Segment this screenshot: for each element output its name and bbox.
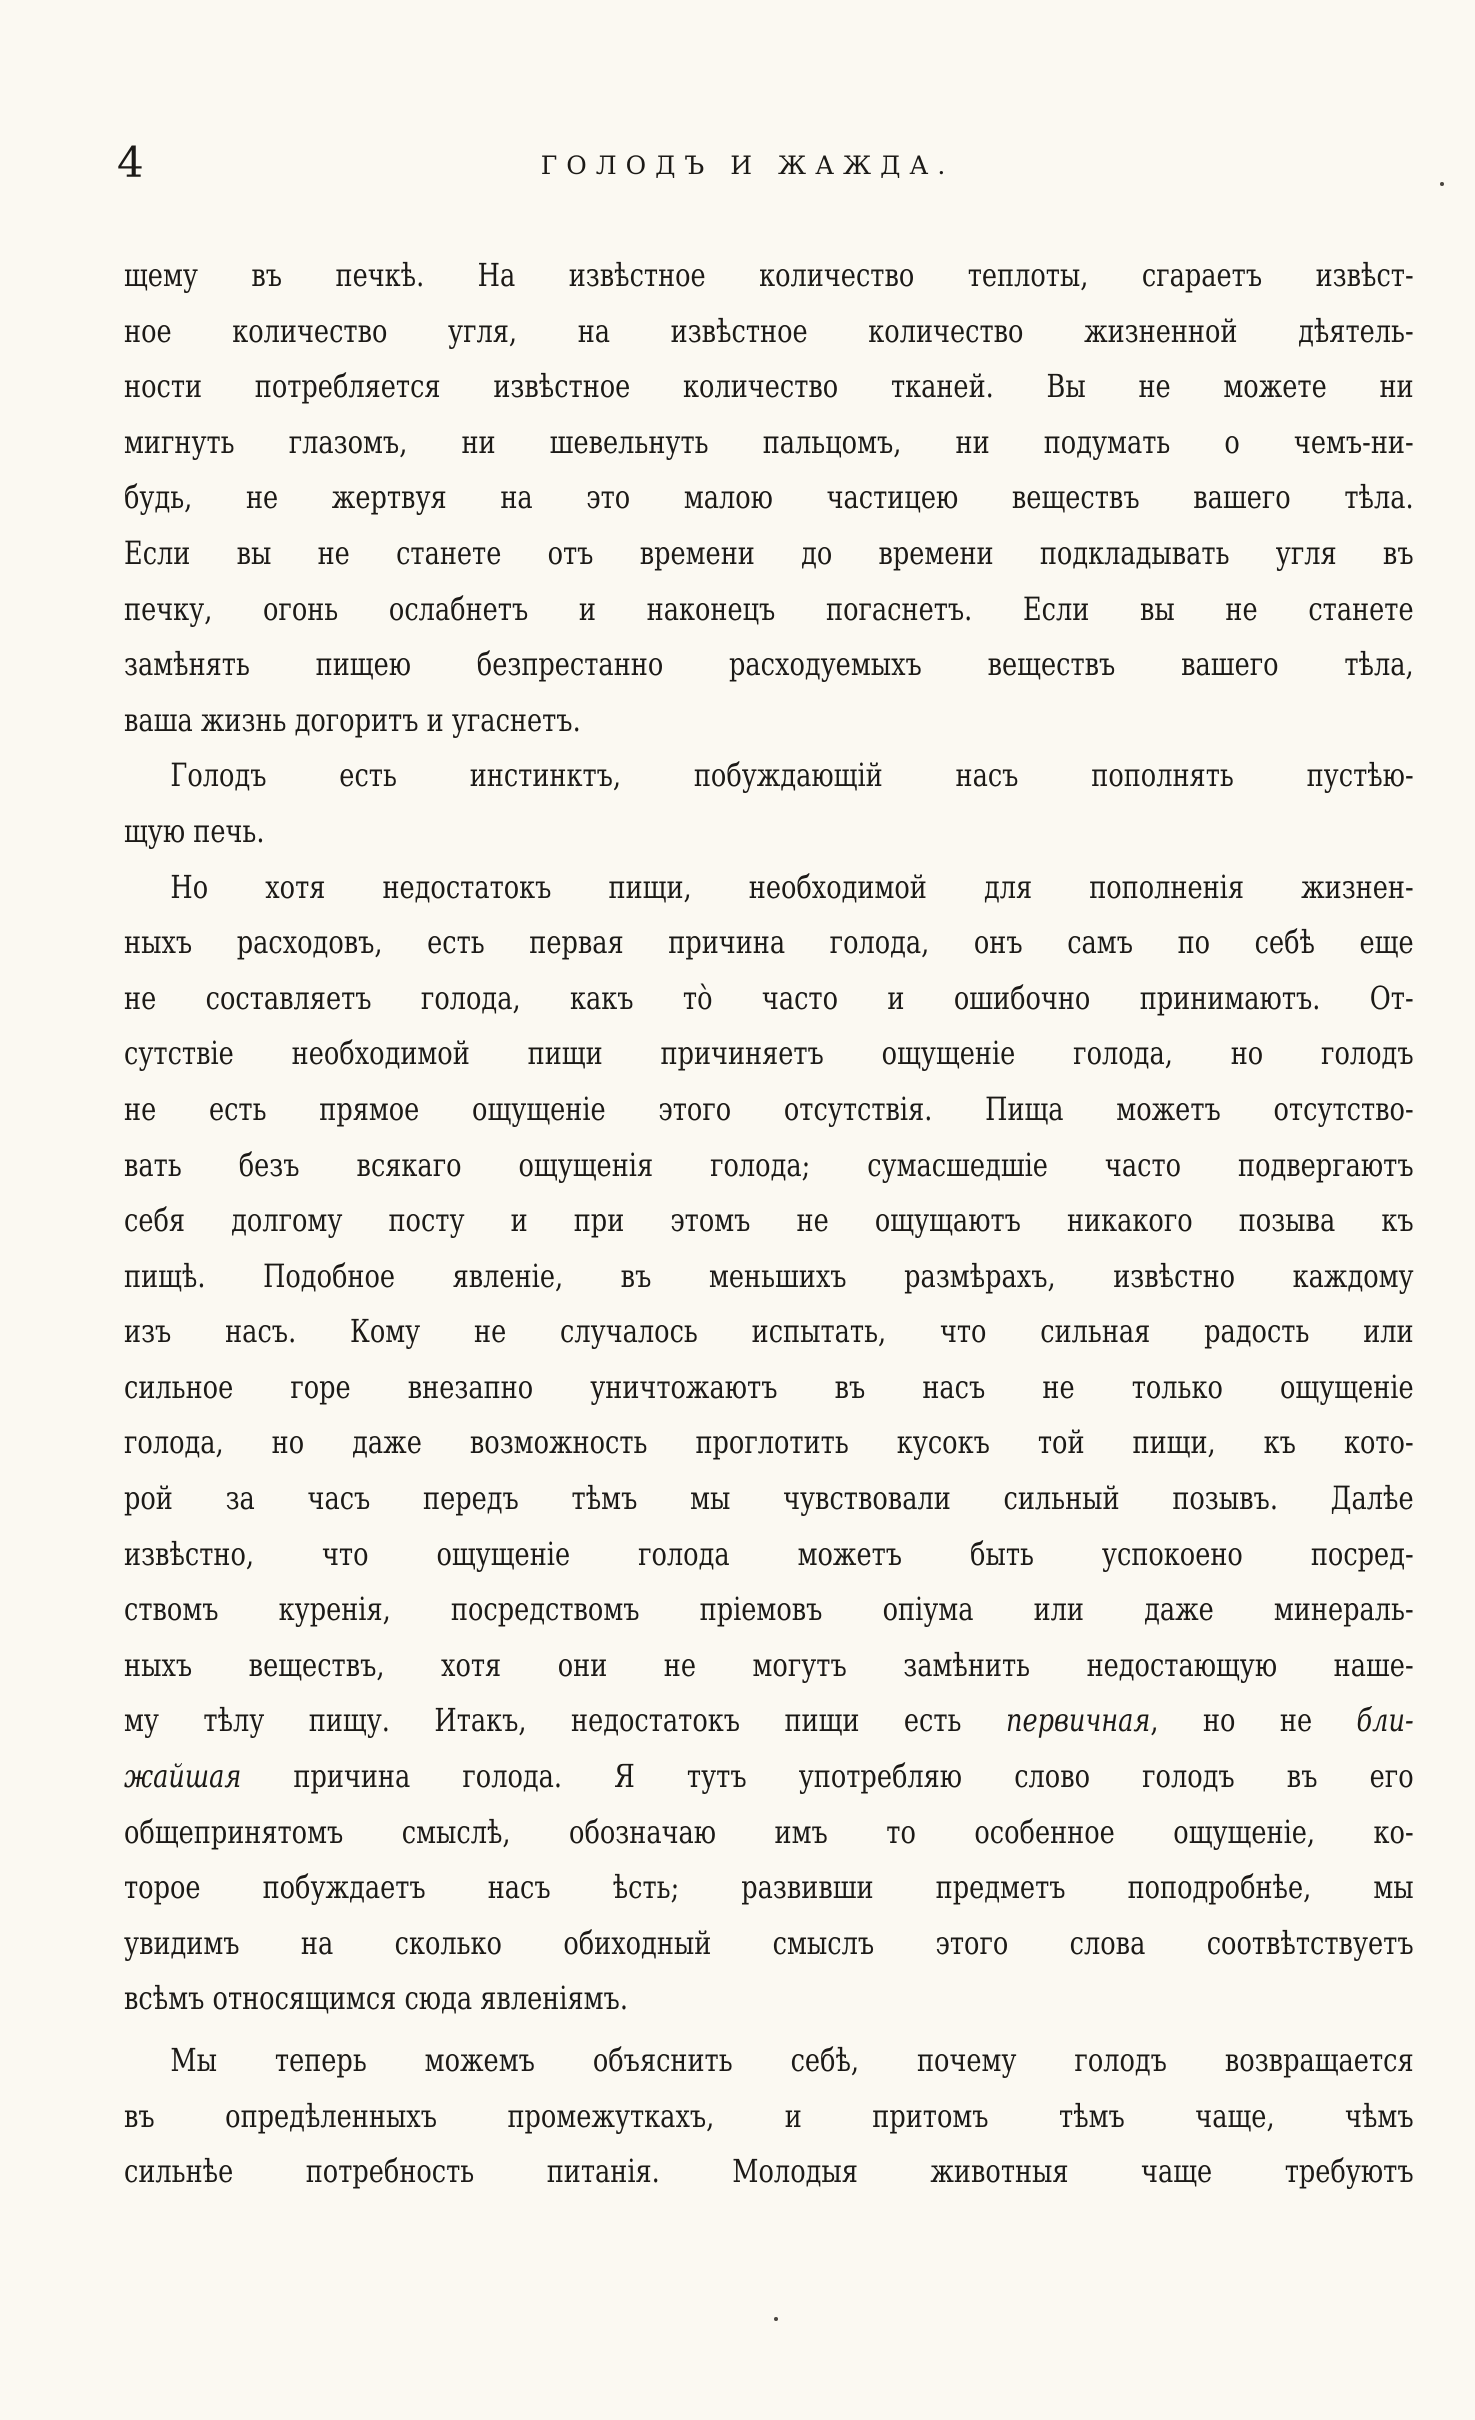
text-line: ное количество угля, на извѣстное количество жизненной дѣятель- bbox=[124, 311, 1414, 350]
text-line: сильное горе внезапно уничтожаютъ въ насъ не только ощущеніе bbox=[124, 1367, 1414, 1406]
text-line: пищѣ. Подобное явленіе, въ меньшихъ размѣрахъ, извѣстно каждому bbox=[124, 1256, 1414, 1295]
text-line: щую печь. bbox=[124, 811, 265, 850]
text-line: общепринятомъ смыслѣ, обозначаю имъ то особенное ощущеніе, ко- bbox=[124, 1812, 1414, 1851]
text-line: Голодъ есть инстинктъ, побуждающій насъ пополнять пустѣю- bbox=[170, 756, 1414, 795]
text-line: ныхъ веществъ, хотя они не могутъ замѣнить недостающую наше- bbox=[124, 1645, 1414, 1684]
text-line: всѣмъ относящимся сюда явленіямъ. bbox=[124, 1979, 628, 2018]
text-line: въ опредѣленныхъ промежуткахъ, и притомъ тѣмъ чаще, чѣмъ bbox=[124, 2096, 1414, 2135]
text-line: рой за часъ передъ тѣмъ мы чувствовали сильный позывъ. Далѣе bbox=[124, 1479, 1414, 1518]
text-line: Если вы не станете отъ времени до времени подкладывать угля въ bbox=[124, 533, 1414, 572]
text-line: не составляетъ голода, какъ тò часто и ошибочно принимаютъ. От- bbox=[124, 978, 1414, 1017]
text-line: ныхъ расходовъ, есть первая причина голода, онъ самъ по себѣ еще bbox=[124, 923, 1414, 962]
page-number: 4 bbox=[117, 138, 144, 187]
text-line: му тѣлу пищу. Итакъ, недостатокъ пищи есть первичная, но не бли- bbox=[124, 1701, 1414, 1740]
italic-word: первичная bbox=[1005, 1701, 1151, 1740]
text-line: себя долгому посту и при этомъ не ощущаютъ никакого позыва къ bbox=[124, 1201, 1414, 1240]
text-line: ваша жизнь догоритъ и угаснетъ. bbox=[124, 700, 581, 739]
text-line: жайшая причина голода. Я тутъ употребляю слово голодъ въ его bbox=[124, 1757, 1414, 1796]
text-line: печку, огонь ослабнетъ и наконецъ погаснетъ. Если вы не станете bbox=[124, 589, 1414, 628]
text-line: сутствіе необходимой пищи причиняетъ ощущеніе голода, но голодъ bbox=[124, 1034, 1414, 1073]
text-line: увидимъ на сколько обиходный смыслъ этого слова соотвѣтствуетъ bbox=[124, 1923, 1414, 1962]
text-line: извѣстно, что ощущеніе голода можетъ быть успокоено посред- bbox=[124, 1534, 1414, 1573]
italic-word: жайшая bbox=[124, 1757, 242, 1796]
text-line: торое побуждаетъ насъ ѣсть; развивши предметъ поподробнѣе, мы bbox=[124, 1868, 1414, 1907]
text-line: ствомъ куренія, посредствомъ пріемовъ опіума или даже минераль- bbox=[124, 1590, 1414, 1629]
text-line: мигнуть глазомъ, ни шевельнуть пальцомъ, ни подумать о чемъ-ни- bbox=[124, 422, 1414, 461]
text-line: Но хотя недостатокъ пищи, необходимой для пополненія жизнен- bbox=[170, 867, 1414, 906]
running-title: ГОЛОДЪ И ЖАЖДА. bbox=[540, 151, 955, 180]
italic-word: бли- bbox=[1356, 1701, 1414, 1740]
text-line: голода, но даже возможность проглотить кусокъ той пищи, къ кото- bbox=[124, 1423, 1414, 1462]
text-line: изъ насъ. Кому не случалось испытать, что сильная радость или bbox=[124, 1312, 1414, 1351]
text-line: будь, не жертвуя на это малою частицею веществъ вашего тѣла. bbox=[124, 478, 1414, 517]
body-text bbox=[124, 248, 1414, 2200]
text-line: ности потребляется извѣстное количество тканей. Вы не можете ни bbox=[124, 367, 1414, 406]
text-line: не есть прямое ощущеніе этого отсутствія. Пища можетъ отсутство- bbox=[124, 1089, 1414, 1128]
text-line: Мы теперь можемъ объяснить себѣ, почему голодъ возвращается bbox=[170, 2041, 1414, 2079]
text-line: сильнѣе потребность питанія. Молодыя животныя чаще требуютъ bbox=[124, 2152, 1414, 2191]
text-line: замѣнять пищею безпрестанно расходуемыхъ веществъ вашего тѣла, bbox=[124, 645, 1414, 684]
text-line: щему въ печкѣ. На извѣстное количество теплоты, сгараетъ извѣст- bbox=[124, 256, 1414, 294]
text-line: вать безъ всякаго ощущенія голода; сумасшедшіе часто подвергаютъ bbox=[124, 1145, 1414, 1184]
